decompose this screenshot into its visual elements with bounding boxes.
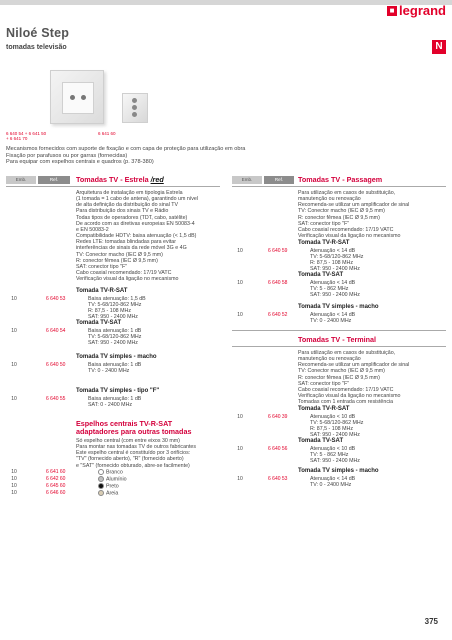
product-name: Tomada TV simples - macho xyxy=(298,304,379,310)
desc-line: interferências de sinais da rede móvel 3G e 4G xyxy=(76,245,187,252)
spec-line: Baixa atenuação: 1 dB xyxy=(88,328,142,334)
plates-list xyxy=(6,469,226,497)
plates-title-line: adaptadores para outras tomadas xyxy=(76,427,192,436)
desc-line: Arquitetura de instalação em tipologia Estrela xyxy=(76,190,183,196)
finish-swatch-icon xyxy=(98,476,104,482)
spec-line: Atenuação < 14 dB xyxy=(310,312,356,318)
ref: 6 645 60 xyxy=(46,483,66,489)
qty: 10 xyxy=(237,248,243,254)
spec-line: Atenuação < 10 dB xyxy=(310,414,356,420)
spec-line: SAT: 0 - 2400 MHz xyxy=(88,402,133,409)
socket-faceplate xyxy=(62,82,94,114)
spec-line: SAT: 950 - 2400 MHz xyxy=(310,292,360,299)
spec-line: R: 87,5 - 108 MHz xyxy=(310,426,353,433)
intro-text xyxy=(6,146,406,166)
desc-line: SAT: conector tipo "F" xyxy=(298,380,350,387)
desc-line: R: conector fêmea (IEC Ø 9,5 mm) xyxy=(76,257,158,264)
spec-line: SAT: 950 - 2400 MHz xyxy=(88,340,138,347)
plate-finish xyxy=(98,469,123,476)
finish-swatch-icon xyxy=(98,490,104,496)
spec-line: TV: 0 - 2400 MHz xyxy=(310,318,352,325)
section-title-plates xyxy=(76,420,191,436)
passagem-description xyxy=(298,190,448,239)
ref: 6 640 52 xyxy=(268,312,288,318)
qty: 10 xyxy=(237,312,243,318)
desc-line: SAT: conector tipo "F" xyxy=(76,263,128,270)
qty: 10 xyxy=(237,476,243,482)
hole-tv-icon xyxy=(132,98,137,103)
qty: 10 xyxy=(11,476,17,482)
divider xyxy=(6,186,220,187)
spec-line: TV: 0 - 2400 MHz xyxy=(88,368,130,375)
product-name: Tomada TV-R-SAT xyxy=(298,240,350,246)
desc-line: Verificação visual da ligação no mecanismo xyxy=(298,393,401,400)
intro-line: Mecanismos fornecidos com suporte de fixação e com capa de proteção para utilização em obra xyxy=(6,146,246,152)
spec-line: Baixa atenuação: 1 dB xyxy=(88,396,142,402)
desc-line: Cabo coaxial recomendado: 17/19 VATC xyxy=(298,386,394,393)
section-title-terminal: Tomadas TV - Terminal xyxy=(298,335,377,344)
finish-label: Branco xyxy=(106,469,123,476)
desc-line: Recomenda-se utilizar um amplificador de sinal xyxy=(298,362,410,369)
estrela-description xyxy=(76,190,226,282)
finish-swatch-icon xyxy=(98,469,104,475)
spec-line: R: 87,5 - 108 MHz xyxy=(310,260,353,267)
connector-sat-icon xyxy=(81,95,86,100)
spec-line: Atenuação < 14 dB xyxy=(310,476,356,482)
divider xyxy=(232,346,446,347)
intro-line: Para equipar com espelhos centrais e quadros (p. 378-380) xyxy=(6,159,154,166)
plate-finish xyxy=(98,476,127,483)
product-photo-central-plate xyxy=(122,93,148,123)
plates-description xyxy=(76,438,226,469)
product-specs xyxy=(310,414,363,439)
product-specs xyxy=(310,446,360,464)
desc-line: manutenção ou renovação xyxy=(298,356,361,363)
spec-line: SAT: 950 - 2400 MHz xyxy=(310,458,360,465)
desc-line: de alta definição da distribuição do sinal TV xyxy=(76,202,179,209)
header-ref-right: Ref. xyxy=(264,176,294,184)
spec-line: SAT: 950 - 2400 MHz xyxy=(88,314,138,321)
product-specs xyxy=(310,312,355,324)
divider xyxy=(232,330,446,331)
header-ref: Ref. xyxy=(38,176,70,184)
desc-line: SAT: conector tipo "F" xyxy=(298,220,350,227)
spec-line: TV: 0 - 2400 MHz xyxy=(310,482,352,489)
desc-line: manutenção ou renovação xyxy=(298,196,361,203)
ref: 6 640 53 xyxy=(46,296,66,302)
spec-line: SAT: 950 - 2400 MHz xyxy=(310,432,360,439)
spec-line: TV: 5 - 862 MHz xyxy=(310,452,349,459)
spec-line: SAT: 950 - 2400 MHz xyxy=(310,266,360,273)
desc-line: "TV" (fornecido aberto), "R" (fornecido aberto) xyxy=(76,456,184,463)
spec-line: Baixa atenuação: 1,5 dB xyxy=(88,296,146,302)
caption-line: 6 640 54 + 6 641 50 xyxy=(6,131,47,136)
title-suffix: /red xyxy=(150,175,164,184)
spec-line: TV: 5 - 862 MHz xyxy=(310,286,349,293)
desc-line: Para distribuição dos sinais TV e Rádio xyxy=(76,208,169,215)
qty: 10 xyxy=(11,490,17,496)
product-specs xyxy=(88,362,141,374)
list-item xyxy=(6,483,226,490)
desc-line: Só espelho central (com entre eixos 30 mm) xyxy=(76,438,180,444)
qty: 10 xyxy=(237,280,243,286)
product-photo-double-socket xyxy=(50,70,104,124)
ref: 6 640 55 xyxy=(46,396,66,402)
ref: 6 640 58 xyxy=(268,280,288,286)
spec-line: Atenuação < 14 dB xyxy=(310,248,356,254)
spec-line: Atenuação < 14 dB xyxy=(310,280,356,286)
qty: 10 xyxy=(11,296,17,302)
qty: 10 xyxy=(11,483,17,489)
product-name: Tomada TV-R-SAT xyxy=(76,288,128,294)
finish-label: Alumínio xyxy=(106,476,127,483)
brand-title: Niloé Step xyxy=(6,26,70,40)
desc-line: e "SAT" (fornecido obturado, abre-se facilmente) xyxy=(76,462,190,469)
logo-text: legrand xyxy=(399,3,446,18)
ref: 6 640 50 xyxy=(46,362,66,368)
desc-line: Compatibilidade HDTV: baixa atenuação (< 1,5 dB) xyxy=(76,233,197,240)
product-name: Tomada TV-SAT xyxy=(298,438,344,444)
qty: 10 xyxy=(11,362,17,368)
section-title-estrela xyxy=(76,175,164,184)
section-title-passagem: Tomadas TV - Passagem xyxy=(298,175,383,184)
qty: 10 xyxy=(11,328,17,334)
legrand-logo-icon: ■ xyxy=(387,6,397,16)
list-item xyxy=(6,469,226,476)
finish-swatch-icon xyxy=(98,483,104,489)
product-specs xyxy=(88,328,141,346)
desc-line: Tomadas com 1 entrada com resistência xyxy=(298,399,394,406)
intro-line: Fixação por parafusos ou por garras (fornecidas) xyxy=(6,152,128,159)
title-text: Tomadas TV - Estrela xyxy=(76,175,149,184)
page-subtitle: tomadas televisão xyxy=(6,44,67,51)
top-bar xyxy=(0,0,452,5)
qty: 10 xyxy=(237,414,243,420)
section-badge: N xyxy=(432,40,446,54)
desc-line: Cabo coaxial recomendado: 17/19 VATC xyxy=(298,226,394,233)
terminal-description xyxy=(298,350,448,405)
list-item xyxy=(6,490,226,497)
legrand-logo xyxy=(387,3,446,18)
finish-label: Preto xyxy=(106,483,119,490)
desc-line: Para utilização em casos de substituição, xyxy=(298,350,396,356)
page-number: 375 xyxy=(424,617,438,626)
product-specs xyxy=(310,476,355,488)
spec-line: TV: 5-68/120-862 MHz xyxy=(88,334,142,341)
ref: 6 641 60 xyxy=(46,469,66,475)
product-specs xyxy=(310,248,363,273)
desc-line: R: conector fêmea (IEC Ø 9,5 mm) xyxy=(298,214,380,221)
spec-line: TV: 5-68/120-862 MHz xyxy=(310,420,364,427)
product-name: Tomada TV-SAT xyxy=(298,272,344,278)
spec-line: TV: 5-68/120-862 MHz xyxy=(310,254,364,261)
plate-finish xyxy=(98,490,118,497)
list-item xyxy=(6,476,226,483)
desc-line: Este espelho central é constituído por 3 orifícios: xyxy=(76,450,191,457)
desc-line: Para montar nas tomadas TV de outros fabricantes xyxy=(76,444,197,451)
divider xyxy=(232,186,446,187)
desc-line: TV: Conector macho (IEC Ø 9,5 mm) xyxy=(298,368,385,375)
product-specs xyxy=(88,296,146,321)
photo-caption-right: 6 641 60 xyxy=(98,131,116,136)
ref: 6 640 54 xyxy=(46,328,66,334)
product-name: Tomada TV simples - macho xyxy=(298,468,379,474)
desc-line: Para utilização em casos de substituição, xyxy=(298,190,396,196)
photo-caption-left xyxy=(6,131,46,141)
desc-line: Verificação visual da ligação no mecanismo xyxy=(298,233,401,240)
hole-sat-icon xyxy=(132,112,137,117)
ref: 6 640 56 xyxy=(268,446,288,452)
connector-tv-icon xyxy=(70,95,75,100)
desc-line: Todas tipos de operadores (TDT, cabo, satélite) xyxy=(76,214,188,221)
caption-line: + 6 641 70 xyxy=(6,136,28,141)
header-emb: Emb. xyxy=(6,176,36,184)
header-emb-right: Emb. xyxy=(232,176,262,184)
product-name: Tomada TV-SAT xyxy=(76,320,122,326)
ref: 6 640 59 xyxy=(268,248,288,254)
spec-line: R: 87,5 - 108 MHz xyxy=(88,308,131,315)
desc-line: Verificação visual da ligação no mecanismo xyxy=(76,276,179,283)
desc-line: Cabo coaxial recomendado: 17/19 VATC xyxy=(76,270,172,277)
desc-line: TV: Conector macho (IEC Ø 9,5 mm) xyxy=(76,251,163,258)
hole-r-icon xyxy=(132,105,137,110)
desc-line: R: conector fêmea (IEC Ø 9,5 mm) xyxy=(298,374,380,381)
qty: 10 xyxy=(11,469,17,475)
desc-line: TV: Conector macho (IEC Ø 9,5 mm) xyxy=(298,208,385,215)
plate-finish xyxy=(98,483,119,490)
desc-line: e EN 50083-2 xyxy=(76,226,109,233)
desc-line: De acordo com as diretivas europeias EN 50083-4 xyxy=(76,220,195,227)
spec-line: TV: 5-68/120-862 MHz xyxy=(88,302,142,309)
plates-title-line: Espelhos centrais TV-R-SAT xyxy=(76,419,173,428)
product-name: Tomada TV simples - tipo "F" xyxy=(76,388,160,394)
spec-line: Baixa atenuação: 1 dB xyxy=(88,362,142,368)
qty: 10 xyxy=(237,446,243,452)
spec-line: Atenuação < 10 dB xyxy=(310,446,356,452)
product-specs xyxy=(88,396,141,408)
ref: 6 640 39 xyxy=(268,414,288,420)
desc-line: (1 tomada = 1 cabo de antena), garantindo um nível xyxy=(76,196,199,203)
ref: 6 646 60 xyxy=(46,490,66,496)
product-name: Tomada TV-R-SAT xyxy=(298,406,350,412)
desc-line: Redes LTE: tomadas blindadas para evitar xyxy=(76,239,177,246)
finish-label: Areia xyxy=(106,490,119,497)
product-name: Tomada TV simples - macho xyxy=(76,354,157,360)
product-specs xyxy=(310,280,360,298)
desc-line: Recomenda-se utilizar um amplificador de sinal xyxy=(298,202,410,209)
qty: 10 xyxy=(11,396,17,402)
ref: 6 640 53 xyxy=(268,476,288,482)
ref: 6 642 60 xyxy=(46,476,66,482)
